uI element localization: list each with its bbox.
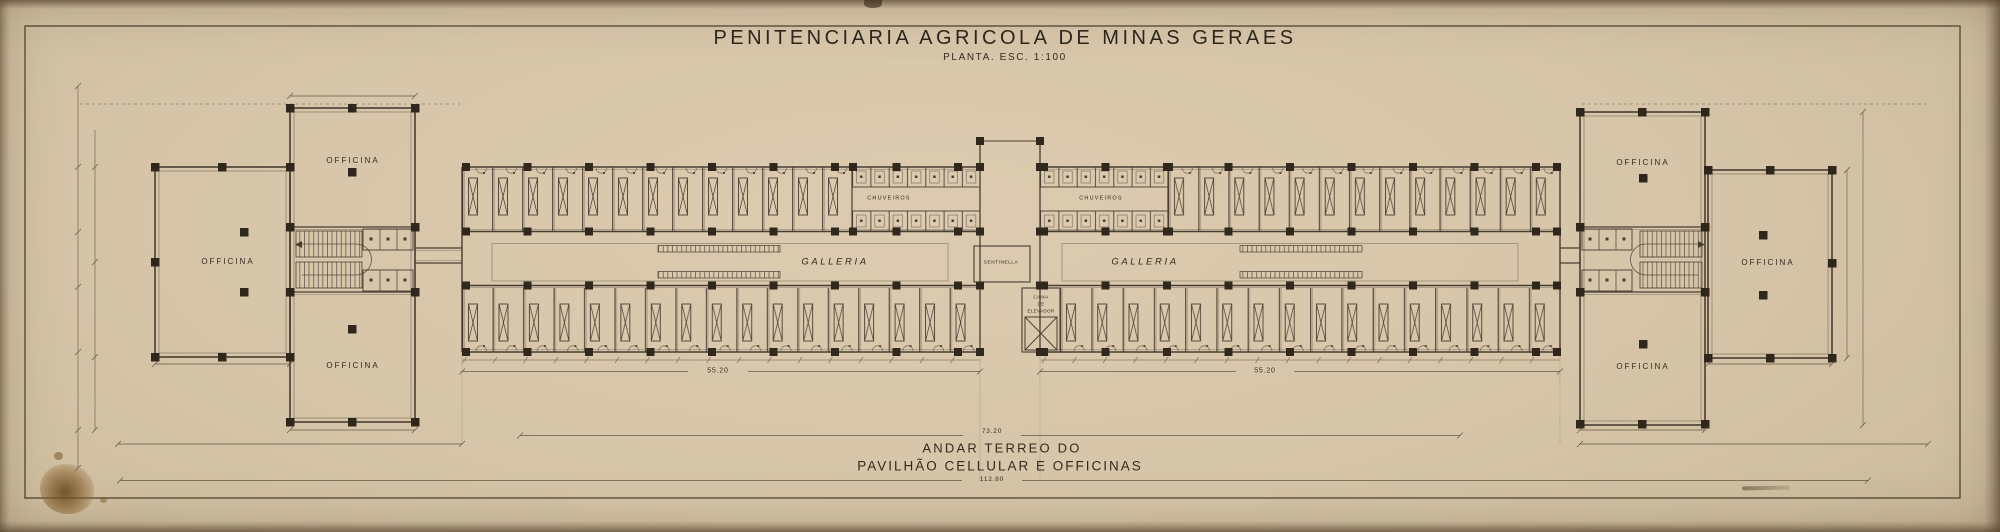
dimension-left-gallery: 55.20 bbox=[707, 367, 729, 375]
ink-stain-speck bbox=[54, 452, 63, 460]
room-label-officina-right-square: OFFICINA bbox=[1741, 258, 1795, 267]
workshop-buildings bbox=[155, 108, 1832, 425]
signature-mark bbox=[1742, 486, 1790, 491]
room-label-officina-right-bottom: OFFICINA bbox=[1616, 362, 1670, 371]
room-label-sentinella: SENTINELLA bbox=[983, 260, 1019, 266]
photo-blemish bbox=[864, 0, 882, 8]
room-label-officina-left-square: OFFICINA bbox=[201, 257, 255, 266]
room-label-officina-left-top: OFFICINA bbox=[326, 156, 380, 165]
dimension-overall-length: 112.80 bbox=[979, 475, 1005, 483]
room-label-elevator-line2: DE bbox=[1037, 301, 1045, 307]
caption-line2: PAVILHÃO CELLULAR E OFFICINAS bbox=[857, 458, 1143, 474]
ink-stain-speck bbox=[100, 497, 107, 503]
room-label-officina-left-bottom: OFFICINA bbox=[326, 361, 380, 370]
drawing-scale: PLANTA. ESC. 1:100 bbox=[943, 52, 1067, 63]
room-label-officina-right-top: OFFICINA bbox=[1616, 158, 1670, 167]
room-label-chuveiros-right: CHUVEIROS bbox=[1079, 195, 1123, 202]
room-label-elevator-line3: ELEVADOR bbox=[1027, 308, 1055, 314]
caption-line1: ANDAR TERREO DO bbox=[922, 440, 1082, 456]
ink-stain bbox=[40, 464, 94, 514]
drawing-title: PENITENCIARIA AGRICOLA DE MINAS GERAES bbox=[713, 27, 1297, 49]
room-label-elevator-line1: CAIXA bbox=[1033, 294, 1049, 300]
dimension-right-gallery: 55.20 bbox=[1254, 367, 1276, 375]
room-label-chuveiros-left: CHUVEIROS bbox=[867, 195, 911, 202]
dimension-center-span: 73.20 bbox=[981, 427, 1003, 435]
room-label-galleria-left: GALLERIA bbox=[801, 256, 869, 268]
room-label-galleria-right: GALLERIA bbox=[1111, 256, 1179, 268]
